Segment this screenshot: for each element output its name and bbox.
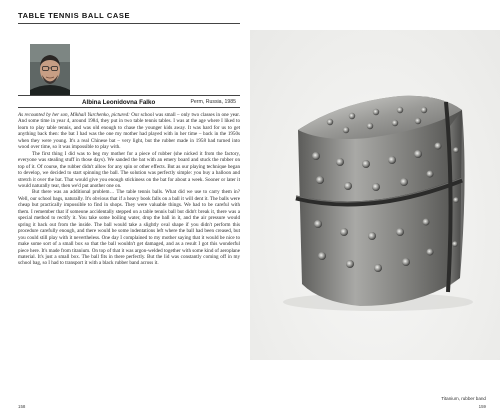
author-name: Albina Leonidovna Falko <box>82 99 156 106</box>
story-paragraph: The first thing I did was to beg my mother for a piece of rubber (she nicked it from the factory, everyone was stealing stuff in those days). We sanded the bat with an emery board and stuck the rubber on top of it. Of course, the rubber didn't allow for any spin or other effects. But as our playing technique began to develop, we decided to start spinning the ball. The solution was perfectly simple: you buy a balloon and stretch it over the bat. That would give you enough stickiness on the bat for about a week. Sooner or later it would naturally tear, then we'd put another one on. <box>18 150 240 189</box>
author-rule <box>18 95 240 96</box>
story-paragraph: But there was an additional problem… The table tennis balls. What did we use to carry them in? Well, our school bags, naturally. It's obvious that if a heavy book falls on a ball it will dent it. The balls were cheap but practically impossible to find in shops. They were valuable things. We had to be careful with them. I remember that if someone accidentally stepped on a table tennis ball but didn't break it, there was a special method to rectify it. You take some boiling water, drop the ball in it, and the air pressure would spring it back out from the inside. The ball would take a slightly oval shape if you didn't perform this procedure carefully enough, and there would be some indentations left where the ball had been creased, but you could still play with it nevertheless. One day I complained to my mother saying that it would be nice to make some sort of a small box so that the ball wouldn't get damaged, and as a result I got this wonderful piece here. It's made from titanium. On top of that it was argon-welded together with some kind of aeroplane material. It's just a small box. The ball fits in there perfectly. But the lid was constantly coming off in my school bag, so I had to transport it with a black rubber band across it. <box>18 189 240 267</box>
titanium-ball-case-photo <box>250 30 500 360</box>
title-rule <box>18 23 240 24</box>
right-page <box>250 0 500 417</box>
author-bottom-rule <box>18 107 240 108</box>
author-origin: Perm, Russia, 1985 <box>190 99 236 105</box>
portrait-image <box>30 44 70 96</box>
story-paragraph-text: Our school was small – only two classes in one year. And some time in year 4, around 1984, they put in two table tennis tables. I was at the age where I liked to learn to play table tennis, and was old enough to chase the younger kids away. It was hard for us to get anything back then: the bat I had was the one my mother had played with in her time – back in the 1950s when they were young. It's a real Chinese bat – very light, but the rubber made in 1958 had turned into wood over time, so it was impossible to play with. <box>18 112 240 151</box>
page-number-right: 159 <box>478 404 486 409</box>
author-portrait <box>30 44 70 96</box>
section-title: TABLE TENNIS BALL CASE <box>18 11 131 20</box>
story-text <box>18 112 240 267</box>
photo-caption: Titanium, rubber band <box>441 396 486 401</box>
page-number-left: 158 <box>18 404 26 409</box>
story-lead: As recounted by her son, Mikhail Yurchenko, pictured: <box>18 112 130 118</box>
story-paragraph <box>18 112 240 151</box>
